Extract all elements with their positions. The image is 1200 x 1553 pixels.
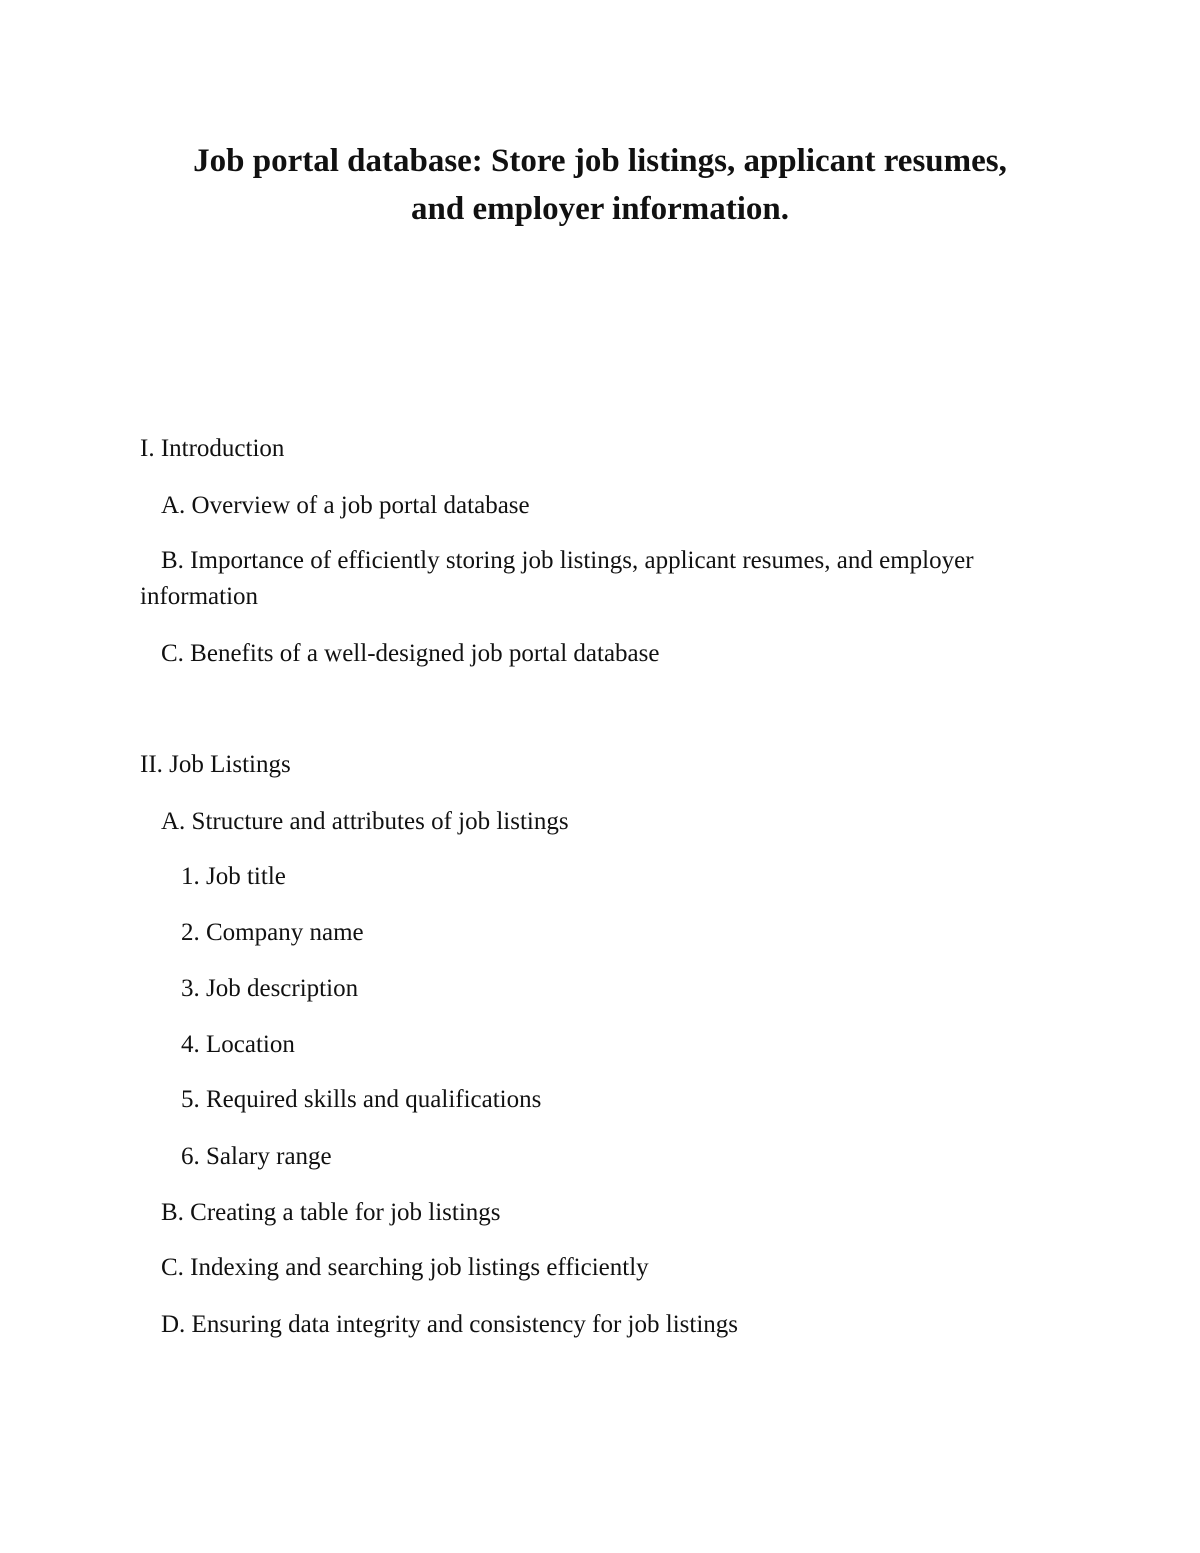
outline-item-benefits: C. Benefits of a well-designed job portal database [161,640,660,667]
section-heading-job-listings: II. Job Listings [140,751,291,778]
section-heading-introduction: I. Introduction [140,435,285,462]
outline-item-overview: A. Overview of a job portal database [161,492,530,519]
document-title-line-2: and employer information. [411,191,789,227]
outline-item-structure: A. Structure and attributes of job listings [161,808,569,835]
outline-item-data-integrity: D. Ensuring data integrity and consistency for job listings [161,1311,738,1338]
outline-item-importance: B. Importance of efficiently storing job listings, applicant resumes, and employer information [140,547,974,610]
outline-item-creating-table: B. Creating a table for job listings [161,1199,501,1226]
outline-subitem-job-title: 1. Job title [181,863,286,890]
outline-item-indexing: C. Indexing and searching job listings efficiently [161,1254,649,1281]
outline-subitem-location: 4. Location [181,1031,295,1058]
outline-subitem-job-description: 3. Job description [181,975,359,1002]
document-title-line-1: Job portal database: Store job listings, applicant resumes, [193,143,1007,179]
outline-subitem-required-skills: 5. Required skills and qualifications [181,1086,542,1113]
outline-subitem-salary-range: 6. Salary range [181,1143,332,1170]
outline-subitem-company-name: 2. Company name [181,919,364,946]
